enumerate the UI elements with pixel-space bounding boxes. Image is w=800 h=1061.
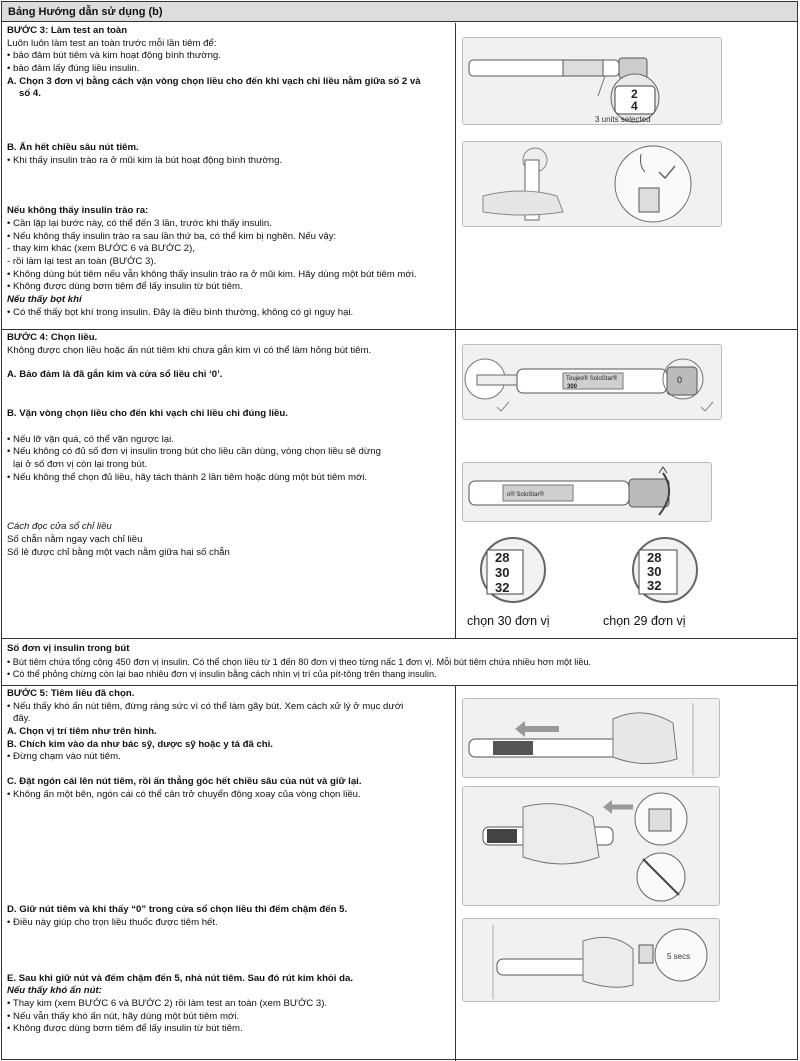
step5-hard-line: • Nếu vẫn thấy khó ấn nút, hãy dùng một bút tiêm mới.: [7, 1010, 240, 1022]
safety-test-figure: [462, 141, 722, 227]
step5-intro: • Nếu thấy khó ấn nút tiêm, đừng ráng sức vì có thể làm gãy bút. Xem cách xử lý ở mục dưới: [7, 700, 404, 712]
step4-b-bullet-cont: lại ở số đơn vị còn lại trong bút.: [13, 458, 148, 470]
insert-needle-illustration: [463, 699, 721, 779]
step5-hard-title: Nếu thấy khó ấn nút:: [7, 985, 102, 997]
units-row: [2, 639, 797, 686]
pen-dial-illustration: [463, 38, 723, 126]
press-button-figure: [462, 786, 720, 906]
dose-window-reading-title: Cách đọc cửa sổ chỉ liều: [7, 521, 112, 533]
step3-title: BƯỚC 3: Làm test an toàn: [7, 25, 128, 36]
step3-no-insulin-line: • Nếu không thấy insulin trào ra sau lần thứ ba, có thể kim bị nghẽn. Nếu vậy:: [7, 230, 337, 242]
step3-row: [2, 23, 797, 330]
pen-turn-illustration: [463, 463, 713, 523]
dial-29-illustration: [607, 536, 727, 604]
pen-window-value: 0: [677, 375, 683, 385]
figure-caption: 3 units selected: [595, 115, 651, 124]
step3-no-insulin-line: • Cần lặp lại bước này, có thể đến 3 lần, trước khi thấy insulin.: [7, 217, 272, 229]
step4-b-bullet: • Nếu không thể chọn đủ liều, hãy tách thành 2 lần tiêm hoặc dùng một bút tiêm mới.: [7, 471, 368, 483]
step3-text: [2, 23, 456, 329]
units-title: Số đơn vị insulin trong bút: [7, 643, 130, 654]
units-text: [2, 639, 797, 685]
step5-c-title: C. Đặt ngón cái lên nút tiêm, rồi ấn thẳng góc hết chiều sâu của nút và giữ lại.: [7, 775, 362, 787]
select-3-units-figure: [462, 37, 722, 125]
step5-hard-line: • Thay kim (xem BƯỚC 6 và BƯỚC 2) rồi làm test an toàn (xem BƯỚC 3).: [7, 997, 328, 1009]
step3-no-insulin-line: - rồi làm lại test an toàn (BƯỚC 3).: [7, 255, 157, 267]
step4-title: BƯỚC 4: Chọn liều.: [7, 332, 98, 343]
step3-a-title-cont: số 4.: [19, 88, 41, 100]
step3-bubbles-line: • Có thể thấy bọt khí trong insulin. Đây là điều bình thường, không có gì nguy hại.: [7, 306, 354, 318]
step3-a-title: A. Chọn 3 đơn vị bằng cách vặn vòng chọn liều cho đến khi vạch chỉ liều nằm giữa số 2 và: [7, 75, 421, 87]
step5-figures: [457, 686, 797, 1061]
dial-number: 28: [647, 550, 662, 565]
step5-title: BƯỚC 5: Tiêm liều đã chọn.: [7, 688, 135, 699]
instruction-table: [1, 1, 798, 1060]
pen-brand-label: o® SoloStar®: [507, 492, 544, 498]
count-to-5-illustration: [463, 919, 721, 1003]
step5-d-title: D. Giữ nút tiêm và khi thấy “0” trong cửa sổ chọn liều thì đếm chậm đến 5.: [7, 904, 348, 916]
step5-hard-line: • Không được dùng bơm tiêm để lấy insulin từ bút tiêm.: [7, 1023, 243, 1035]
step3-b-title: B. Ấn hết chiều sâu nút tiêm.: [7, 141, 139, 153]
dial-29-figure: [607, 536, 727, 604]
dial-number-top: 2: [631, 87, 638, 101]
dial-30-figure: [465, 536, 585, 604]
step5-text: [2, 686, 456, 1061]
step3-no-insulin-line: • Không dùng bút tiêm nếu vẫn không thấy insulin trào ra ở mũi kim. Hãy dùng một bút tiêm mới.: [7, 268, 417, 280]
step3-no-insulin-line: • Không được dùng bơm tiêm để lấy insulin từ bút tiêm.: [7, 281, 243, 293]
dial-number: 28: [495, 550, 510, 565]
dial-number: 30: [495, 565, 510, 580]
dial-number-bottom: 4: [631, 99, 638, 113]
dose-window-reading-line: Số chẵn nằm ngay vạch chỉ liều: [7, 533, 143, 545]
count-to-5-figure: [462, 918, 720, 1002]
dial-number: 32: [495, 580, 510, 595]
step3-bullet: • bảo đảm lấy đúng liều insulin.: [7, 62, 140, 74]
step5-b-title: B. Chích kim vào da như bác sỹ, dược sỹ hoặc y tá đã chỉ.: [7, 738, 273, 750]
step4-b-bullet: • Nếu lỡ vặn quá, có thể vặn ngược lại.: [7, 433, 174, 445]
timer-label: 5 secs: [667, 952, 691, 961]
step4-a-title: A. Bảo đảm là đã gắn kim và cửa sổ liều chỉ ‘0’.: [7, 369, 223, 381]
dial-30-illustration: [465, 536, 585, 604]
step5-b-bullet: • Đừng chạm vào nút tiêm.: [7, 751, 121, 763]
step4-b-bullet: • Nếu không có đủ số đơn vị insulin trong bút cho liều cần dùng, vòng chọn liều sẽ dừng: [7, 446, 381, 458]
step5-row: [2, 686, 797, 1061]
step3-figures: [457, 23, 797, 329]
step4-intro: Không được chọn liều hoặc ấn nút tiêm khi chưa gắn kim vì có thể làm hỏng bút tiêm.: [7, 344, 372, 356]
step3-no-insulin-line: - thay kim khác (xem BƯỚC 6 và BƯỚC 2),: [7, 243, 195, 255]
step3-b-bullet: • Khi thấy insulin trào ra ở mũi kim là bút hoạt động bình thường.: [7, 154, 283, 166]
pen-strength-label: 300: [567, 384, 578, 390]
step4-row: [2, 330, 797, 639]
caption-30-units: chọn 30 đơn vị: [467, 614, 550, 628]
press-button-illustration: [463, 787, 721, 907]
pen-dial-turn-figure: [462, 462, 712, 522]
caption-29-units: chọn 29 đơn vị: [603, 614, 686, 628]
step4-figures: [457, 330, 797, 638]
step3-bullet: • bảo đảm bút tiêm và kim hoạt động bình thường.: [7, 50, 221, 62]
step5-c-bullet: • Không ấn một bên, ngón cái có thể cản trở chuyển động xoay của vòng chọn liều.: [7, 788, 361, 800]
dose-window-reading-line: Số lẻ được chỉ bằng một vạch nằm giữa hai số chẵn: [7, 546, 230, 558]
step4-b-title: B. Vặn vòng chọn liều cho đến khi vạch chỉ liều chỉ đúng liều.: [7, 407, 288, 419]
step5-a-title: A. Chọn vị trí tiêm như trên hình.: [7, 725, 157, 737]
pen-zero-window-figure: [462, 344, 722, 420]
table-header: Bảng Hướng dẫn sử dụng (b): [2, 2, 797, 22]
units-line: • Có thể phỏng chừng còn lại bao nhiêu đơn vị insulin bằng cách nhìn vị trí của pít-tông trên thang insulin.: [7, 668, 437, 679]
pen-zero-illustration: [463, 345, 723, 421]
step3-no-insulin-title: Nếu không thấy insulin trào ra:: [7, 205, 149, 217]
step5-e-title: E. Sau khi giữ nút và đếm chậm đến 5, nhả nút tiêm. Sau đó rút kim khỏi da.: [7, 972, 353, 984]
insert-needle-figure: [462, 698, 720, 778]
units-line: • Bút tiêm chứa tổng cộng 450 đơn vị insulin. Có thể chọn liều từ 1 đến 80 đơn vị theo từng nấc 1 đơn vị. Mỗi bút tiêm chứa nhiều hơn một liều.: [7, 656, 592, 667]
step5-d-bullet: • Điều này giúp cho trọn liều thuốc được tiêm hết.: [7, 916, 218, 928]
step3-bubbles-title: Nếu thấy bọt khí: [7, 293, 82, 305]
step3-intro: Luôn luôn làm test an toàn trước mỗi lần tiêm để:: [7, 37, 217, 49]
pen-brand-label: Toujeo® SoloStar®: [566, 376, 618, 382]
step4-text: [2, 330, 456, 638]
dial-number: 32: [647, 578, 662, 593]
safety-test-illustration: [463, 142, 723, 228]
dial-number: 30: [647, 564, 662, 579]
step5-intro-cont: đây.: [13, 713, 31, 725]
